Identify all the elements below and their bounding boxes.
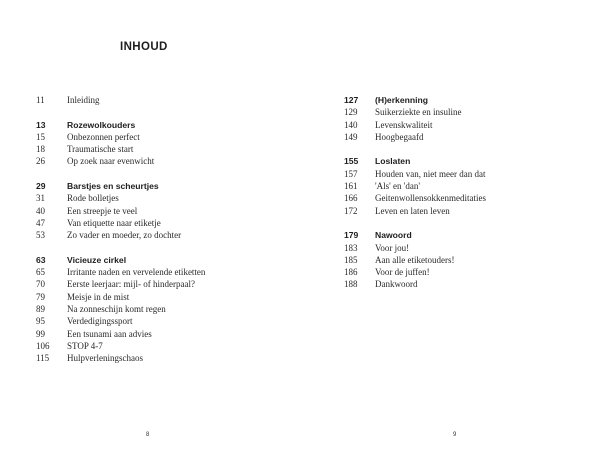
toc-entry (36, 352, 266, 364)
toc-section-page: 155 (344, 156, 359, 167)
toc-page-number: 129 (344, 107, 358, 118)
toc-entry-title: Eerste leerjaar: mijl- of hinderpaal? (67, 279, 195, 290)
toc-entry (36, 291, 266, 303)
toc-entry (36, 303, 266, 315)
toc-page-number: 166 (344, 193, 358, 204)
toc-entry (344, 278, 574, 290)
toc-page-number: 79 (36, 291, 45, 302)
toc-entry-title: Op zoek naar evenwicht (67, 156, 155, 167)
toc-right-column (344, 94, 574, 291)
toc-section-title: Loslaten (375, 156, 411, 167)
toc-entry (344, 266, 574, 278)
toc-page-number: 115 (36, 353, 50, 364)
toc-page-number: 172 (344, 205, 358, 216)
toc-entry-title: Onbezonnen perfect (67, 131, 140, 142)
toc-left-column (36, 94, 266, 365)
toc-entry-title: Voor de juffen! (375, 267, 430, 278)
toc-page-number: 65 (36, 267, 45, 278)
toc-entry-title: Een streepje te veel (67, 205, 138, 216)
toc-entry (344, 242, 574, 254)
toc-entry-title: Na zonneschijn komt regen (67, 304, 166, 315)
toc-entry-title: Een tsunami aan advies (67, 328, 152, 339)
toc-entry-title: Dankwoord (375, 279, 418, 290)
toc-entry (36, 131, 266, 143)
toc-entry-title: 'Als' en 'dan' (375, 181, 420, 192)
toc-entry (36, 217, 266, 229)
page-title: INHOUD (120, 41, 168, 53)
toc-entry-title: Rode bolletjes (67, 193, 119, 204)
toc-entry-title: Suikerziekte en insuline (375, 107, 462, 118)
toc-entry-title: Traumatische start (67, 144, 134, 155)
toc-entry-title: Voor jou! (375, 242, 410, 253)
toc-section-heading (36, 180, 266, 192)
toc-section-title: Nawoord (375, 230, 412, 241)
toc-page-number: 140 (344, 119, 358, 130)
toc-entry-title: STOP 4-7 (67, 340, 103, 351)
toc-entry-title: Meisje in de mist (67, 291, 130, 302)
toc-entry (36, 278, 266, 290)
toc-section-page: 13 (36, 119, 46, 130)
toc-entry-title: Hoogbegaafd (375, 131, 424, 142)
toc-page-number: 185 (344, 254, 358, 265)
toc-page-number: 186 (344, 267, 358, 278)
toc-section-page: 179 (344, 230, 359, 241)
toc-section-page: 29 (36, 181, 46, 192)
toc-page-number: 18 (36, 144, 45, 155)
toc-section-page: 127 (344, 95, 359, 105)
toc-section-title: Rozewolkouders (67, 119, 136, 130)
toc-page-number: 53 (36, 230, 45, 241)
toc-entry-title: Inleiding (67, 95, 100, 105)
toc-page-number: 26 (36, 156, 45, 167)
toc-entry (36, 340, 266, 352)
toc-entry-title: Van etiquette naar etiketje (67, 217, 161, 228)
toc-section-title: Vicieuze cirkel (67, 254, 127, 265)
toc-entry-title: Zo vader en moeder, zo dochter (67, 230, 182, 241)
toc-entry-title: Leven en laten leven (375, 205, 450, 216)
page-number-left: 8 (146, 432, 150, 438)
toc-entry (36, 229, 266, 241)
toc-entry (344, 131, 574, 143)
toc-entry (36, 205, 266, 217)
toc-page-number: 149 (344, 131, 358, 142)
toc-page-number: 11 (36, 95, 45, 105)
toc-page-number: 99 (36, 328, 45, 339)
toc-entry-title: Verdedigingssport (67, 316, 133, 327)
toc-section-heading (344, 155, 574, 167)
toc-section-heading (36, 119, 266, 131)
toc-page-number: 161 (344, 181, 358, 192)
toc-page-number: 31 (36, 193, 45, 204)
toc-section-title: Barstjes en scheurtjes (67, 181, 159, 192)
toc-entry (344, 168, 574, 180)
toc-section-heading (344, 229, 574, 241)
toc-entry (344, 106, 574, 118)
toc-page-number: 157 (344, 168, 358, 179)
toc-section-heading (36, 254, 266, 266)
toc-entry-title: Geitenwollensokkenmeditaties (375, 193, 486, 204)
toc-page-number: 47 (36, 217, 45, 228)
toc-entry (344, 180, 574, 192)
toc-page-number: 95 (36, 316, 45, 327)
toc-entry (36, 266, 266, 278)
page-number-right: 9 (453, 432, 457, 438)
toc-entry-title: Irritante naden en vervelende etiketten (67, 267, 206, 278)
toc-entry-title: Aan alle etiketouders! (375, 254, 455, 265)
toc-entry-title: Levenskwaliteit (375, 119, 433, 130)
toc-entry (36, 143, 266, 155)
toc-page-number: 70 (36, 279, 45, 290)
toc-page-number: 15 (36, 131, 45, 142)
toc-entry (36, 94, 266, 106)
toc-page-number: 188 (344, 279, 358, 290)
toc-page-number: 40 (36, 205, 45, 216)
toc-page-number: 183 (344, 242, 358, 253)
toc-entry (36, 192, 266, 204)
toc-entry (36, 328, 266, 340)
toc-entry-title: Houden van, niet meer dan dat (375, 168, 486, 179)
toc-page-number: 106 (36, 340, 50, 351)
toc-section-heading (344, 94, 574, 106)
toc-entry (36, 155, 266, 167)
toc-entry (344, 205, 574, 217)
toc-entry (36, 315, 266, 327)
toc-page-number: 89 (36, 304, 45, 315)
toc-entry (344, 119, 574, 131)
toc-section-title: (H)erkenning (375, 95, 428, 105)
toc-section-page: 63 (36, 254, 46, 265)
toc-entry (344, 254, 574, 266)
toc-entry-title: Hulpverleningschaos (67, 353, 143, 364)
toc-entry (344, 192, 574, 204)
